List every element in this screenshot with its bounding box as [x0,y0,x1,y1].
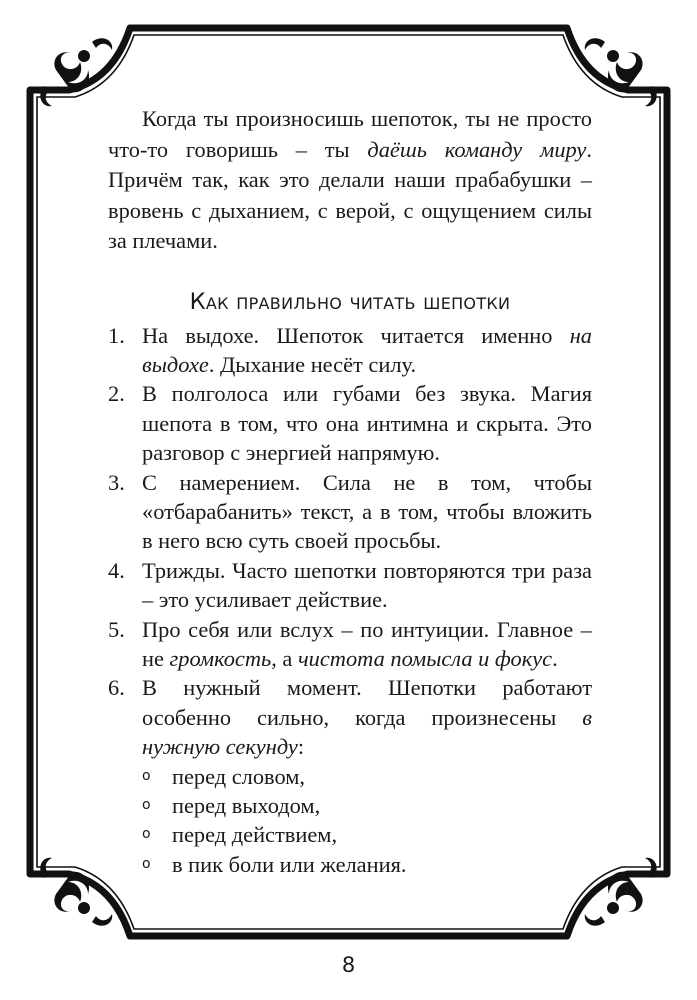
list-item-number: 3. [108,469,125,495]
list-item-text: С намерением. Сила не в том, чтобы «отбарабанить» текст, а в том, чтобы вложить в него всю суть своей просьбы. [142,469,592,554]
sub-list-item [142,850,592,879]
sub-list-item-text: перед словом, [172,763,306,789]
list-item-emphasis: чистота помысла и фокус [297,645,553,671]
steps-list [108,321,592,880]
bullet-icon: o [142,855,151,872]
section-heading: Как правильно читать шепотки [189,288,511,315]
list-item-emphasis: в нужную секунду [142,704,592,760]
sub-list [142,762,592,880]
list-item-text: Про себя или вслух – по интуиции. Главное – не [142,616,592,671]
bullet-icon: o [142,767,151,784]
list-item [108,379,592,467]
intro-paragraph [108,104,592,257]
bullet-icon: o [142,826,151,843]
list-item [108,615,592,674]
sub-list-item-text: в пик боли или желания. [172,851,407,877]
list-item-emphasis: на выдохе [142,322,592,377]
page-content [108,104,592,879]
list-item-text: . [552,645,558,671]
list-item-text: В полголоса или губами без звука. Магия шепота в том, что она интимна и скрыта. Это разговор с энергией напрямую. [142,381,592,466]
intro-emphasis: даёшь команду миру [367,136,587,162]
sub-list-item [142,762,592,791]
bullet-icon: o [142,797,151,813]
sub-list-item [142,791,592,820]
list-item-text: На выдохе. Шепоток читается именно [142,322,570,348]
list-item-number: 5. [108,616,125,642]
intro-text-start: Когда ты произносишь шепоток, ты не просто что-то говоришь – ты [108,106,592,162]
list-item [108,468,592,556]
list-item-number: 4. [108,557,125,583]
sub-list-item-text: перед действием, [172,822,338,848]
list-item [108,673,592,879]
list-item-emphasis: громкость [169,645,272,671]
intro-text-end: . Причём так, как это делали наши прабабушки – вровень с дыханием, с верой, с ощущением силы за плечами. [108,136,592,253]
sub-list-item-text: перед выходом, [172,793,321,818]
list-item-text: : [297,734,305,760]
list-item-number: 1. [108,322,125,348]
page-number: 8 [341,953,356,977]
list-item-number: 6. [108,675,125,701]
list-item-text: . Дыхание несёт силу. [208,351,417,377]
list-item [108,556,592,615]
list-item [108,321,592,380]
list-item-text: , а [271,645,298,671]
list-item-text: В нужный момент. Шепотки работают особенно сильно, когда произнесены [142,675,592,730]
list-item-number: 2. [108,381,125,407]
list-item-text: Трижды. Часто шепотки повторяются три раза – это усиливает действие. [142,557,592,613]
sub-list-item [142,820,592,849]
